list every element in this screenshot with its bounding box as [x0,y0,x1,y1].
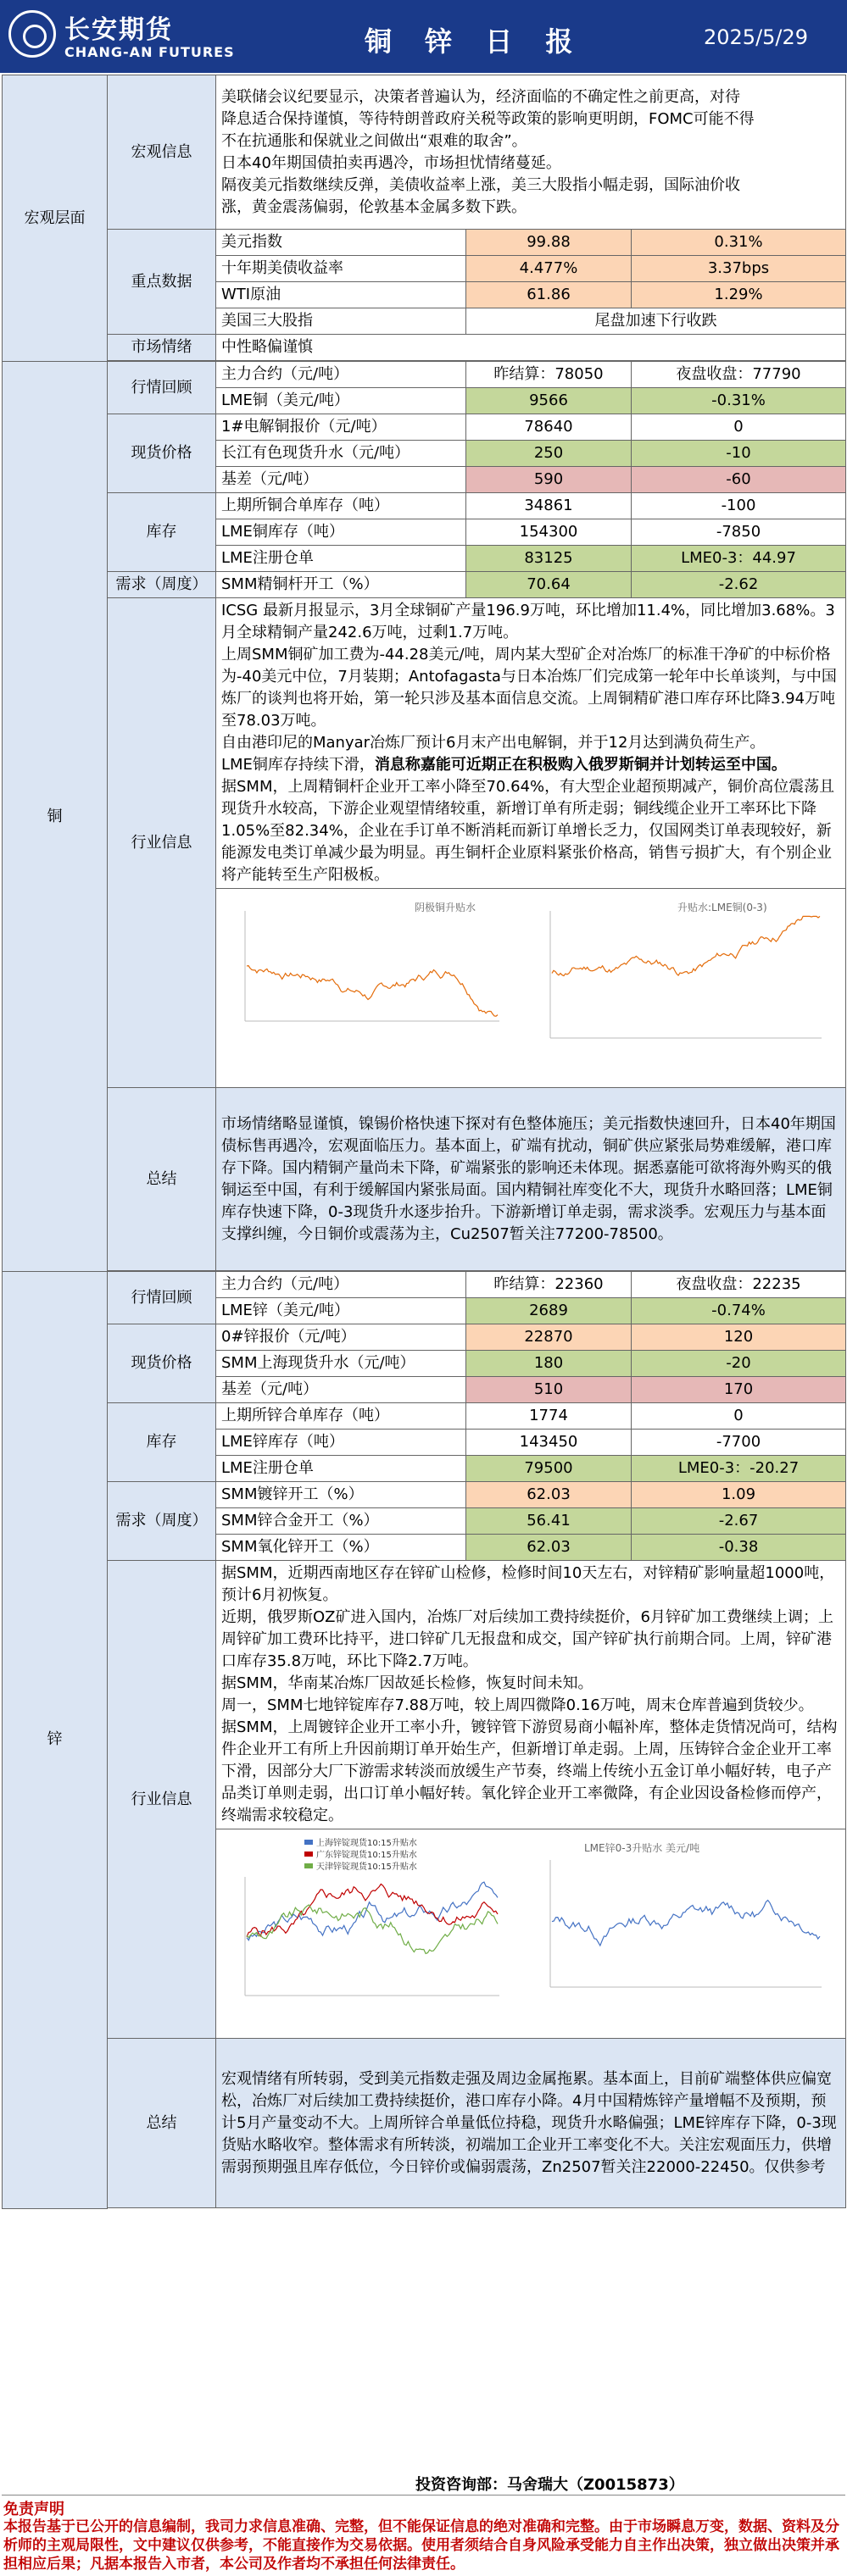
zinc-info-text: 据SMM，近期西南地区存在锌矿山检修，检修时间10天左右，对锌精矿影响量超1000吨，预计6月初恢复。 近期，俄罗斯OZ矿进入国内，冶炼厂对后续加工费持续挺价，6月锌矿加工费继续上调；上周锌矿加工费环比持平，进口锌矿几无报盘和成交，国产锌矿执行前期合同。上周，锌矿港口库存35.8万吨，环比下降2.7万吨。 据SMM，华南某冶炼厂因故延长检修，恢复时间未知。 周一，SMM七地锌锭库存7.88万吨，较上周四微降0.16万吨，周末仓库普遍到货较少。 据SMM，上周镀锌企业开工率小升，镀锌管下游贸易商小幅补库，整体走货情况尚可，结构件企业开工有所上升因前期订单开始生产，但新增订单走弱。上周，压铸锌合金企业开工率下滑，因部分大厂下游需求转淡而放缓生产节奏，终端上传统小五金订单小幅好转，电子产品类订单则走弱，出口订单小幅好转。氧化锌企业开工率微降，有企业因设备检修而停产，终端需求较稳定。 [216,1561,846,1829]
zinc-review-v2: -0.74% [632,1298,846,1324]
copper-chart2-series [552,916,820,975]
macro-info-text: 美联储会议纪要显示，决策者普遍认为，经济面临的不确定性之前更高，对待 降息适合保持谨慎，等待特朗普政府关税等政策的影响更明朗，FOMC可能不得 不在抗通胀和保就业之间做出“艰难的取舍”。 日本40年期国债拍卖再遇冷，市场担忧情绪蔓延。 隔夜美元指数继续反弹，美债收益率上涨，美三大股指小幅走弱，国际油价收 涨，黄金震荡偏弱，伦敦基本金属多数下跌。 [216,75,846,230]
zinc-review-v1: 2689 [466,1298,632,1324]
zinc-inv-v1: 79500 [466,1456,632,1482]
macro-row-change: 3.37bps [632,256,846,282]
copper-spot-name: 1#电解铜报价（元/吨） [216,414,466,441]
report-table [2,75,846,2209]
copper-demand-label: 需求（周度） [108,572,216,598]
macro-key-label: 重点数据 [108,230,216,335]
macro-row-change: 1.29% [632,282,846,308]
macro-row-value: 61.86 [466,282,632,308]
report-date: 2025/5/29 [704,25,809,49]
zinc-spot-name: 0#锌报价（元/吨） [216,1324,466,1351]
copper-demand-v2: -2.62 [632,572,846,598]
zinc-info-label: 行业信息 [108,1561,216,2039]
copper-inv-name: LME铜库存（吨） [216,519,466,546]
copper-inv-name: 上期所铜合单库存（吨） [216,493,466,519]
copper-info-text: ICSG 最新月报显示，3月全球铜矿产量196.9万吨，环比增加11.4%，同比增加3.68%。3月全球精铜产量242.6万吨，过剩1.7万吨。 上周SMM铜矿加工费为-44.28美元/吨，周内某大型矿企对冶炼厂的标准干净矿的中标价格为-40美元中位，7月装期；Antofagasta与日本冶炼厂们完成第一轮年中长单谈判，与中国炼厂的谈判也将开始，第一轮只涉及基本面信息交流。上周铜精矿港口库存环比降3.94万吨至78.03万吨。 自由港印尼的Manyar冶炼厂预计6月末产出电解铜，并于12月达到满负荷生产。 LME铜库存持续下滑，消息称嘉能可近期正在积极购入俄罗斯铜并计划转运至中国。 据SMM，上周精铜杆企业开工率小降至70.64%，有大型企业超预期减产，铜价高位震荡且现货升水较高，下游企业观望情绪较重，新增订单有所走弱；铜线缆企业开工率环比下降1.05%至82.34%，企业在手订单不断消耗而新订单增长乏力，仅国网类订单表现较好，新能源发电类订单减少最为明显。再生铜杆企业原料紧张价格高，销售亏损扩大，有个别企业将产能转至生产阳极板。 [216,598,846,889]
zinc-chart2-title: LME锌0-3升贴水 美元/吨 [584,1842,700,1854]
zinc-spot-name: SMM上海现货升水（元/吨） [216,1351,466,1377]
macro-row-name: 美国三大股指 [216,308,466,335]
section-macro: 宏观层面 [3,75,108,362]
section-copper: 铜 [3,362,108,1272]
copper-inv-v2: -7850 [632,519,846,546]
copper-inv-label: 库存 [108,493,216,572]
copper-spot-v1: 78640 [466,414,632,441]
zinc-spot-v1: 180 [466,1351,632,1377]
legend-swatch [304,1863,313,1868]
copper-inv-name: LME注册仓单 [216,546,466,572]
copper-spot-v1: 590 [466,467,632,493]
copper-inv-v1: 154300 [466,519,632,546]
copper-review-name: LME铜（美元/吨） [216,388,466,414]
section-zinc: 锌 [3,1272,108,2209]
copper-demand-name: SMM精铜杆开工（%） [216,572,466,598]
zinc-inv-v2: 0 [632,1403,846,1430]
zinc-inv-v1: 143450 [466,1430,632,1456]
zinc-chart-svg [220,1835,834,2023]
copper-spot-label: 现货价格 [108,414,216,493]
disclaimer-heading: 免责声明 [3,2501,64,2518]
copper-summary-text: 市场情绪略显谨慎，镍锡价格快速下探对有色整体施压；美元指数快速回升，日本40年期国债标售再遇冷，宏观面临压力。基本面上，矿端有扰动，铜矿供应紧张局势难缓解，港口库存下降。国内精铜产量尚未下降，矿端紧张的影响还未体现。据悉嘉能可欲将海外购买的俄铜运至中国，有利于缓解国内紧张局面。国内精铜社库变化不大，现货升水略回落；LME铜库存快速下降，0-3现货升水逐步抬升。下游新增订单走弱，需求淡季。宏观压力与基本面支撑纠缠，今日铜价或震荡为主，Cu2507暂关注77200-78500。 [216,1088,846,1271]
copper-review-name: 主力合约（元/吨） [216,362,466,388]
macro-row-name: 十年期美债收益率 [216,256,466,282]
zinc-demand-v1: 56.41 [466,1508,632,1535]
disclaimer-body: 本报告基于已公开的信息编制，我司力求信息准确、完整，但不能保证信息的绝对准确和完整。由于市场瞬息万变，数据、资料及分析师的主观局限性，文中建议仅供参考，不能直接作为交易依据。使用者须结合自身风险承受能力自主作出决策，独立做出决策并承担相应后果；凡据本报告入市者，本公司及作者均不承担任何法律责任。 [3,2518,839,2573]
copper-charts [216,889,846,1088]
macro-row-value: 4.477% [466,256,632,282]
copper-chart1-series [247,966,498,1017]
zinc-demand-v1: 62.03 [466,1535,632,1561]
zinc-charts [216,1829,846,2039]
zinc-review-label: 行情回顾 [108,1272,216,1324]
copper-review-v1: 昨结算：78050 [466,362,632,388]
copper-inv-v2: -100 [632,493,846,519]
zinc-inv-label: 库存 [108,1403,216,1482]
zinc-demand-v2: -0.38 [632,1535,846,1561]
zinc-demand-name: SMM锌合金开工（%） [216,1508,466,1535]
copper-review-label: 行情回顾 [108,362,216,414]
company-logo-icon [8,10,56,58]
zinc-summary-label: 总结 [108,2039,216,2208]
zinc-chart1-series-gd [247,1884,498,1936]
zinc-legend-tj: 天津锌锭现货10:15升贴水 [316,1863,417,1872]
zinc-review-name: LME锌（美元/吨） [216,1298,466,1324]
copper-demand-v1: 70.64 [466,572,632,598]
copper-inv-v2: LME0-3：44.97 [632,546,846,572]
zinc-legend-sh: 上海锌锭现货10:15升贴水 [316,1839,417,1848]
contact-info: 投资咨询部：马舍瑞大（Z0015873） [415,2476,684,2494]
macro-sentiment-label: 市场情绪 [108,335,216,361]
zinc-spot-v2: 120 [632,1324,846,1351]
zinc-demand-label: 需求（周度） [108,1482,216,1561]
company-name: 长安期货 [64,15,173,45]
report-header [0,0,847,73]
zinc-inv-name: 上期所锌合单库存（吨） [216,1403,466,1430]
zinc-chart1-series-tj [247,1905,498,1953]
copper-summary-label: 总结 [108,1088,216,1271]
copper-inv-v1: 83125 [466,546,632,572]
copper-spot-v2: 0 [632,414,846,441]
zinc-spot-v1: 510 [466,1377,632,1403]
macro-sentiment-value: 中性略偏谨慎 [216,335,846,361]
copper-chart1-title: 阴极铜升贴水 [415,902,476,913]
copper-review-v2: -0.31% [632,388,846,414]
zinc-inv-name: LME注册仓单 [216,1456,466,1482]
legend-swatch [304,1840,313,1845]
report-title: 铜 锌 日 报 [365,25,585,58]
disclaimer [2,2495,845,2575]
copper-spot-v2: -10 [632,441,846,467]
copper-chart-svg [220,894,834,1072]
zinc-spot-v1: 22870 [466,1324,632,1351]
macro-row-value: 99.88 [466,230,632,256]
zinc-review-v2: 夜盘收盘：22235 [632,1272,846,1298]
zinc-demand-name: SMM镀锌开工（%） [216,1482,466,1508]
zinc-inv-v2: -7700 [632,1430,846,1456]
zinc-review-v1: 昨结算：22360 [466,1272,632,1298]
zinc-inv-v2: LME0-3：-20.27 [632,1456,846,1482]
macro-row-name: 美元指数 [216,230,466,256]
zinc-spot-name: 基差（元/吨） [216,1377,466,1403]
zinc-demand-v2: -2.67 [632,1508,846,1535]
copper-spot-v1: 250 [466,441,632,467]
zinc-spot-v2: -20 [632,1351,846,1377]
macro-info-label: 宏观信息 [108,75,216,230]
zinc-summary-text: 宏观情绪有所转弱，受到美元指数走强及周边金属拖累。基本面上，目前矿端整体供应偏宽松，冶炼厂对后续加工费持续挺价，港口库存小降。4月中国精炼锌产量增幅不及预期，预计5月产量变动不大。上周所锌合单量低位持稳，现货升水略偏强；LME锌库存下降，0-3现货贴水略收窄。整体需求有所转淡，初端加工企业开工率变化不大。关注宏观面压力，供增需弱预期强且库存低位，今日锌价或偏弱震荡，Zn2507暂关注22000-22450。仅供参考 [216,2039,846,2208]
copper-spot-name: 基差（元/吨） [216,467,466,493]
zinc-spot-label: 现货价格 [108,1324,216,1403]
company-name-en: CHANG-AN FUTURES [64,44,235,60]
copper-info-label: 行业信息 [108,598,216,1088]
zinc-inv-name: LME锌库存（吨） [216,1430,466,1456]
copper-spot-v2: -60 [632,467,846,493]
copper-chart2-title: 升贴水:LME铜(0-3) [677,902,767,913]
zinc-legend-gd: 广东锌锭现货10:15升贴水 [316,1851,417,1860]
copper-inv-v1: 34861 [466,493,632,519]
zinc-chart2-series [552,1900,820,1946]
macro-row-merged: 尾盘加速下行收跌 [466,308,846,335]
macro-row-change: 0.31% [632,230,846,256]
zinc-spot-v2: 170 [632,1377,846,1403]
zinc-demand-v2: 1.09 [632,1482,846,1508]
copper-review-v1: 9566 [466,388,632,414]
zinc-review-name: 主力合约（元/吨） [216,1272,466,1298]
copper-spot-name: 长江有色现货升水（元/吨） [216,441,466,467]
legend-swatch [304,1852,313,1857]
copper-review-v2: 夜盘收盘：77790 [632,362,846,388]
zinc-demand-name: SMM氧化锌开工（%） [216,1535,466,1561]
macro-row-name: WTI原油 [216,282,466,308]
zinc-inv-v1: 1774 [466,1403,632,1430]
zinc-demand-v1: 62.03 [466,1482,632,1508]
